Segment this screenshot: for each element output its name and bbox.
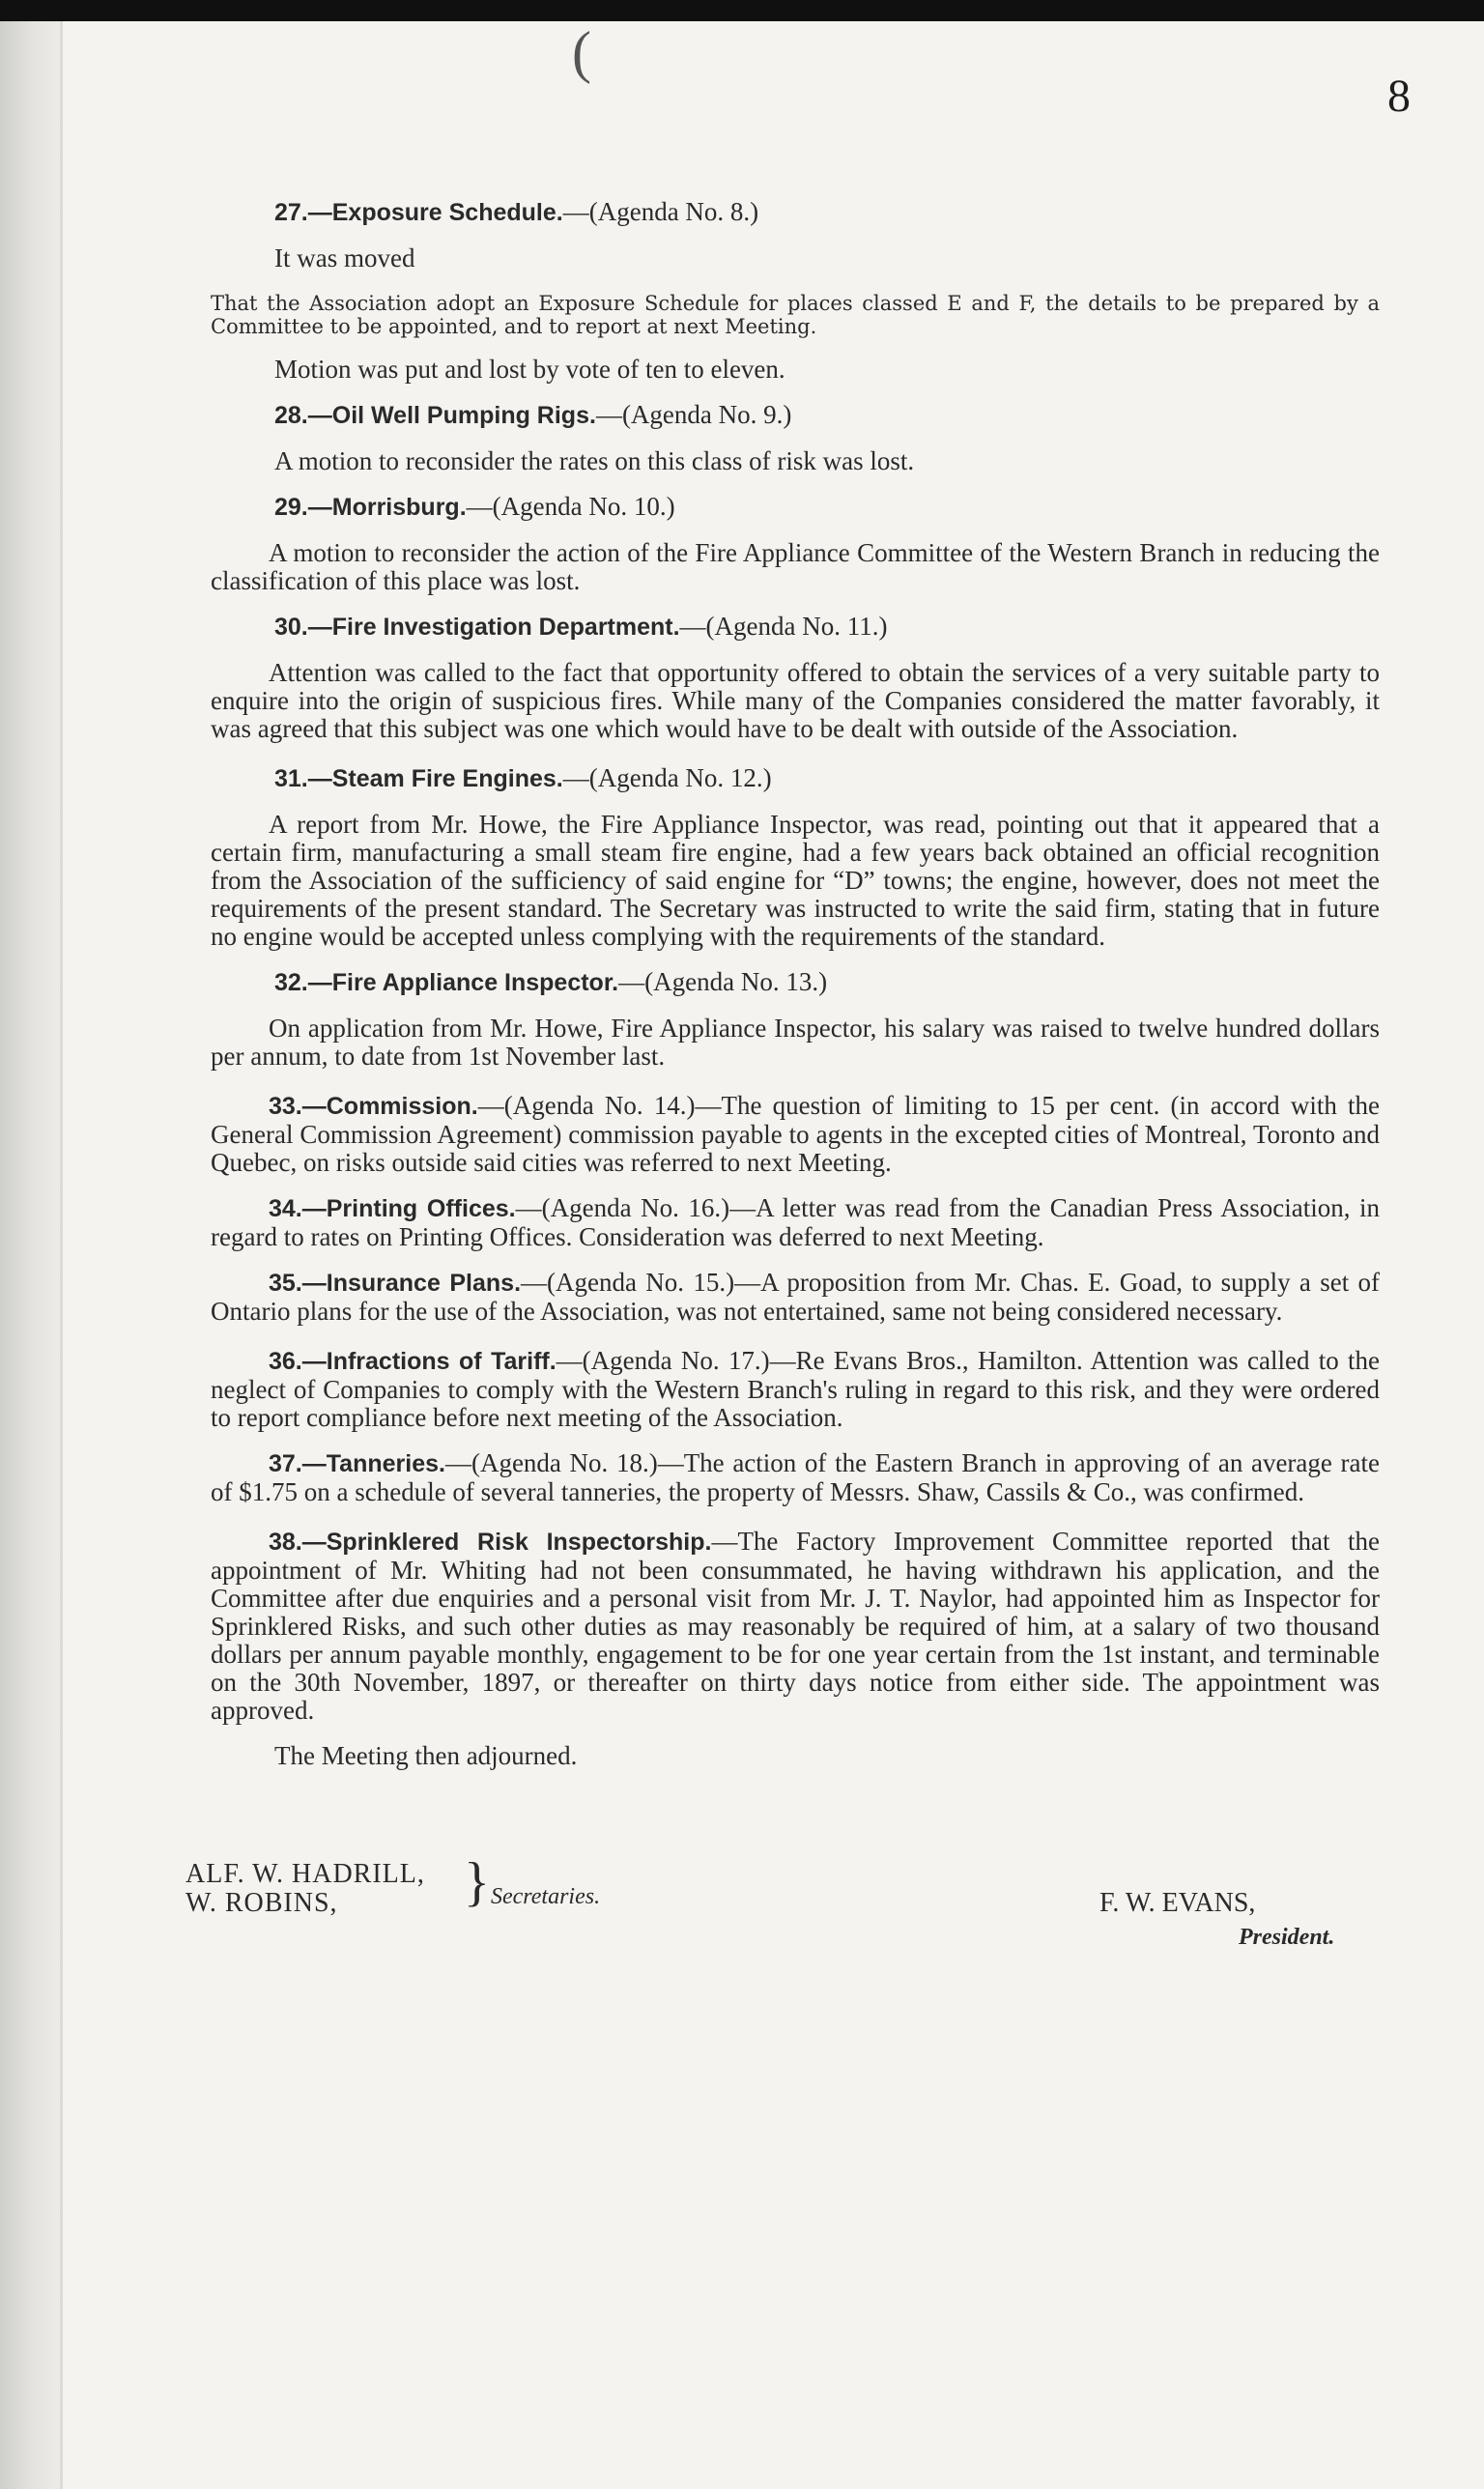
section-text: —(Agenda No. 16.)—A letter was read from the Canadian Press Association, in regard to rates on Printing Offices. Consideration was deferred to next Meeting. bbox=[211, 1193, 1380, 1251]
section-heading: 29.—Morrisburg. bbox=[274, 494, 467, 521]
agenda-ref: —(Agenda No. 11.) bbox=[679, 612, 888, 641]
section-heading: 33.—Commission. bbox=[269, 1093, 478, 1120]
section-heading: 34.—Printing Offices. bbox=[269, 1195, 516, 1222]
section-29 bbox=[211, 493, 1380, 522]
brace-symbol: } bbox=[464, 1852, 490, 1912]
section-heading: 30.—Fire Investigation Department. bbox=[274, 614, 680, 641]
section-heading: 38.—Sprinklered Risk Inspectorship. bbox=[269, 1529, 712, 1556]
section-text: —(Agenda No. 18.)—The action of the Eastern Branch in approving of an average rate of $1.75 on a schedule of several tanneries, the property of Messrs. Shaw, Cassils & Co., was confirmed. bbox=[211, 1448, 1380, 1506]
president-name: F. W. EVANS, bbox=[1099, 1888, 1256, 1918]
section-heading: 32.—Fire Appliance Inspector. bbox=[274, 969, 619, 996]
page-number: 8 bbox=[1387, 71, 1411, 122]
pencil-mark: ( bbox=[572, 20, 591, 84]
section-27 bbox=[211, 198, 1380, 227]
section-30 bbox=[211, 613, 1380, 642]
section-38 bbox=[211, 1528, 1380, 1725]
paragraph: It was moved bbox=[274, 243, 415, 272]
scan-top-edge bbox=[0, 0, 1484, 21]
minutes-body bbox=[211, 198, 1380, 1770]
secretaries-label: Secretaries. bbox=[491, 1884, 601, 1909]
section-35 bbox=[211, 1269, 1380, 1326]
section-text: —(Agenda No. 15.)—A proposition from Mr. Chas. E. Goad, to supply a set of Ontario plans for the use of the Association, was not entertained, same not being considered necessary. bbox=[211, 1268, 1380, 1326]
section-heading: 28.—Oil Well Pumping Rigs. bbox=[274, 402, 596, 429]
agenda-ref: —(Agenda No. 10.) bbox=[466, 492, 675, 521]
secretaries-block bbox=[186, 1860, 425, 1918]
section-heading: 35.—Insurance Plans. bbox=[269, 1270, 522, 1297]
resolution-text: That the Association adopt an Exposure Schedule for places classed E and F, the details to be prepared by a Committee to be appointed, and to report at next Meeting. bbox=[211, 292, 1380, 338]
section-31 bbox=[211, 764, 1380, 793]
section-34 bbox=[211, 1194, 1380, 1251]
agenda-ref: —(Agenda No. 12.) bbox=[562, 763, 772, 792]
paragraph: A report from Mr. Howe, the Fire Appliance Inspector, was read, pointing out that it appeared that a certain firm, manufacturing a small steam fire engine, had a few years back obtained an official recognition from the Association of the sufficiency of said engine for “D” towns; the engine, however, does not meet the requirements of the present standard. The Secretary was instructed to write the said firm, stating that in future no engine would be accepted unless complying with the requirements of the standard. bbox=[211, 810, 1380, 951]
page-binding-edge bbox=[0, 21, 60, 2489]
agenda-ref: —(Agenda No. 9.) bbox=[595, 400, 792, 429]
section-text: —(Agenda No. 17.)—Re Evans Bros., Hamilton. Attention was called to the neglect of Companies to comply with the Western Branch's ruling in regard to this risk, and they were ordered to report compliance before next meeting of the Association. bbox=[211, 1346, 1380, 1432]
paragraph: Motion was put and lost by vote of ten to eleven. bbox=[274, 355, 785, 384]
paragraph: A motion to reconsider the action of the Fire Appliance Committee of the Western Branch in reducing the classification of this place was lost. bbox=[211, 538, 1380, 595]
binding-line bbox=[60, 21, 63, 2489]
agenda-ref: —(Agenda No. 13.) bbox=[618, 967, 828, 996]
section-heading: 31.—Steam Fire Engines. bbox=[274, 765, 563, 792]
section-37 bbox=[211, 1449, 1380, 1506]
section-heading: 37.—Tanneries. bbox=[269, 1450, 445, 1477]
section-28 bbox=[211, 401, 1380, 430]
paragraph: Attention was called to the fact that opportunity offered to obtain the services of a very suitable party to enquire into the origin of suspicious fires. While many of the Companies considered the matter favorably, it was agreed that this subject was one which would have to be dealt with outside of the Association. bbox=[211, 658, 1380, 743]
president-label: President. bbox=[1239, 1925, 1335, 1950]
section-33 bbox=[211, 1092, 1380, 1177]
secretary-name: ALF. W. HADRILL, bbox=[186, 1859, 425, 1889]
section-heading: 27.—Exposure Schedule. bbox=[274, 199, 563, 226]
secretary-name: W. ROBINS, bbox=[186, 1888, 338, 1918]
section-text: —The Factory Improvement Committee reported that the appointment of Mr. Whiting had not been consummated, he having withdrawn his application, and the Committee after due enquiries and a personal visit from Mr. J. T. Naylor, had appointed him as Inspector for Sprinklered Risks, and such other duties as may reasonably be required of him, at a salary of two thousand dollars per annum payable monthly, engagement to be for one year certain from the 1st instant, and terminable on the 30th November, 1897, or thereafter on thirty days notice from either side. The appointment was approved. bbox=[211, 1527, 1380, 1725]
section-36 bbox=[211, 1347, 1380, 1432]
paragraph: A motion to reconsider the rates on this class of risk was lost. bbox=[274, 446, 915, 475]
section-32 bbox=[211, 968, 1380, 997]
adjournment-line: The Meeting then adjourned. bbox=[274, 1741, 578, 1770]
section-heading: 36.—Infractions of Tariff. bbox=[269, 1348, 556, 1375]
section-text: —(Agenda No. 14.)—The question of limiting to 15 per cent. (in accord with the General Commission Agreement) commission payable to agents in the excepted cities of Montreal, Toronto and Quebec, on risks outside said cities was referred to next Meeting. bbox=[211, 1091, 1380, 1177]
paragraph: On application from Mr. Howe, Fire Appliance Inspector, his salary was raised to twelve hundred dollars per annum, to date from 1st November last. bbox=[211, 1014, 1380, 1071]
agenda-ref: —(Agenda No. 8.) bbox=[562, 197, 759, 226]
